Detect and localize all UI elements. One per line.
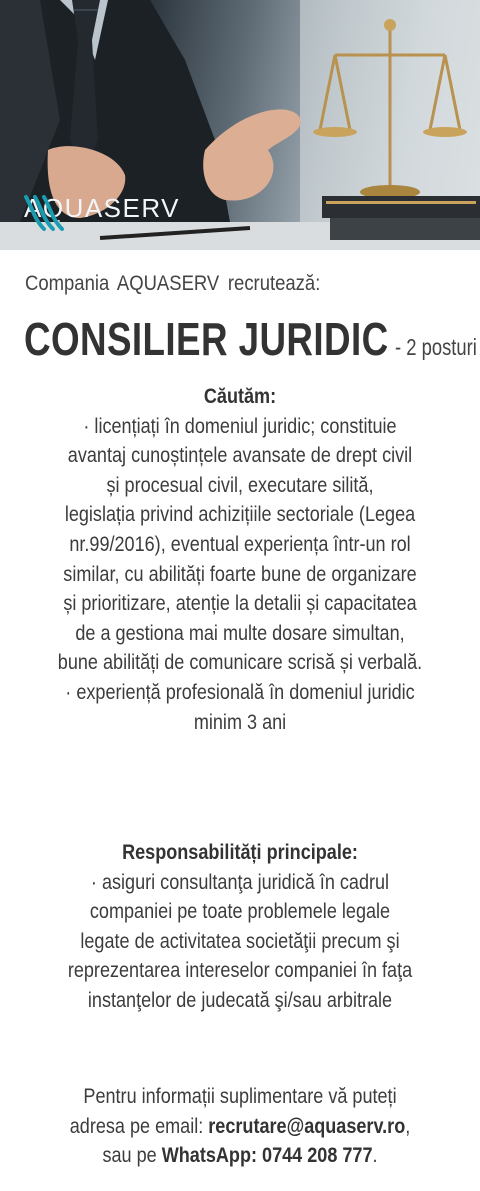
responsibilities-line: legate de activitatea societăţii precum şi xyxy=(80,929,400,953)
responsibilities-heading: Responsabilități principale: xyxy=(122,841,358,864)
job-title-row xyxy=(24,312,477,366)
responsibilities-line: companiei pe toate problemele legale xyxy=(89,900,391,924)
contact-whatsapp-line: sau pe WhatsApp: 0744 208 777. xyxy=(102,1144,378,1168)
requirements-line: · experiență profesională în domeniul juridic xyxy=(65,680,415,704)
brand-logo xyxy=(22,193,180,224)
requirements-line: bune abilități de comunicare scrisă și verbală. xyxy=(57,651,423,675)
requirements-line: și prioritizare, atenție la detalii și capacitatea xyxy=(63,592,417,616)
requirements-heading: Căutăm: xyxy=(203,385,277,408)
requirements-line: minim 3 ani xyxy=(193,710,287,734)
contact-line: Pentru informații suplimentare vă puteți xyxy=(83,1085,397,1108)
hero-image xyxy=(0,0,480,250)
job-title: CONSILIER JURIDIC xyxy=(24,313,389,365)
responsibilities-section xyxy=(0,838,480,1016)
requirements-line: similar, cu abilități foarte bune de organizare xyxy=(63,562,417,586)
requirements-line: · licențiați în domeniul juridic; constituie xyxy=(83,414,397,438)
aquaserv-logo-icon xyxy=(22,193,68,233)
responsibilities-line: instanţelor de judecată şi/sau arbitrale xyxy=(87,988,393,1012)
responsibilities-line: reprezentarea intereselor companiei în faţa xyxy=(67,959,413,983)
requirements-line: legislația privind achizițiile sectoriale (Legea xyxy=(64,503,416,527)
requirements-line: de a gestiona mai multe dosare simultan, xyxy=(75,621,405,645)
requirements-line: avantaj cunoștințele avansate de drept civil xyxy=(67,444,413,468)
requirements-line: nr.99/2016), eventual experiența într-un rol xyxy=(69,532,411,556)
brand-logo-text: AQUASERV xyxy=(24,193,181,223)
responsibilities-line: · asiguri consultanţa juridică în cadrul xyxy=(90,870,390,894)
positions-count: - 2 posturi xyxy=(395,334,477,360)
contact-whatsapp-link[interactable]: WhatsApp: 0744 208 777 xyxy=(161,1144,373,1168)
requirements-section xyxy=(0,382,480,737)
contact-section xyxy=(0,1082,480,1171)
requirements-line: și procesual civil, executare silită, xyxy=(106,473,374,497)
intro-text: Compania AQUASERV recrutează: xyxy=(25,272,321,295)
contact-email-link[interactable]: recrutare@aquaserv.ro xyxy=(208,1114,406,1138)
contact-email-line: adresa pe email: recrutare@aquaserv.ro, xyxy=(69,1114,411,1138)
